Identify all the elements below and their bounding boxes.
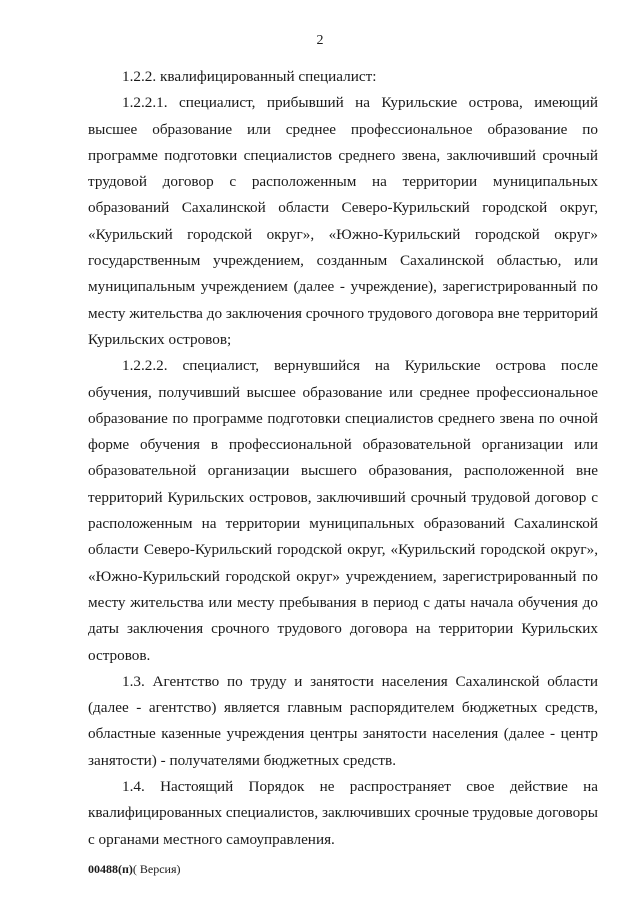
- paragraph-1-2-2-1: 1.2.2.1. специалист, прибывший на Курильские острова, имеющий высшее образование или среднее профессиональное образование по программе подготовки специалистов среднего звена, заключивший срочный трудовой договор с расположенным на территории муниципальных образований Сахалинской области Северо-Курильский городской округ, «Курильский городской округ», «Южно-Курильский городской округ» государственным учреждением, созданным Сахалинской областью, или муниципальным учреждением (далее - учреждение), зарегистрированный по месту жительства до заключения срочного трудового договора вне территорий Курильских островов;: [88, 94, 598, 348]
- version-label: ( Версия): [132, 862, 181, 876]
- paragraph-1-3: 1.3. Агентство по труду и занятости населения Сахалинской области (далее - агентство) является главным распорядителем бюджетных средств, областные казенные учреждения центры занятости населения (далее - центр занятости) - получателями бюджетных средств.: [88, 672, 598, 769]
- paragraph-1-2-2: 1.2.2. квалифицированный специалист:: [122, 68, 377, 85]
- document-code: 00488(п): [88, 862, 133, 876]
- document-footer: [88, 862, 181, 877]
- paragraph-1-4: 1.4. Настоящий Порядок не распространяет свое действие на квалифицированных специалистов, заключивших срочные трудовые договоры с органами местного самоуправления.: [88, 778, 598, 848]
- page-number: 2: [316, 33, 324, 48]
- paragraph-1-2-2-2: 1.2.2.2. специалист, вернувшийся на Курильские острова после обучения, получивший высшее образование или среднее профессиональное образование по программе подготовки специалистов среднего звена по очной форме обучения в профессиональной образовательной организации или образовательной организации высшего образования, расположенной вне территорий Курильских островов, заключивший срочный трудовой договор с расположенным на территории муниципальных образований Сахалинской области Северо-Курильский городской округ, «Курильский городской округ», «Южно-Курильский городской округ» учреждением, зарегистрированный по месту жительства или месту пребывания в период с даты начала обучения до даты заключения срочного трудового договора на территории Курильских островов.: [88, 357, 598, 664]
- document-body: [88, 64, 598, 853]
